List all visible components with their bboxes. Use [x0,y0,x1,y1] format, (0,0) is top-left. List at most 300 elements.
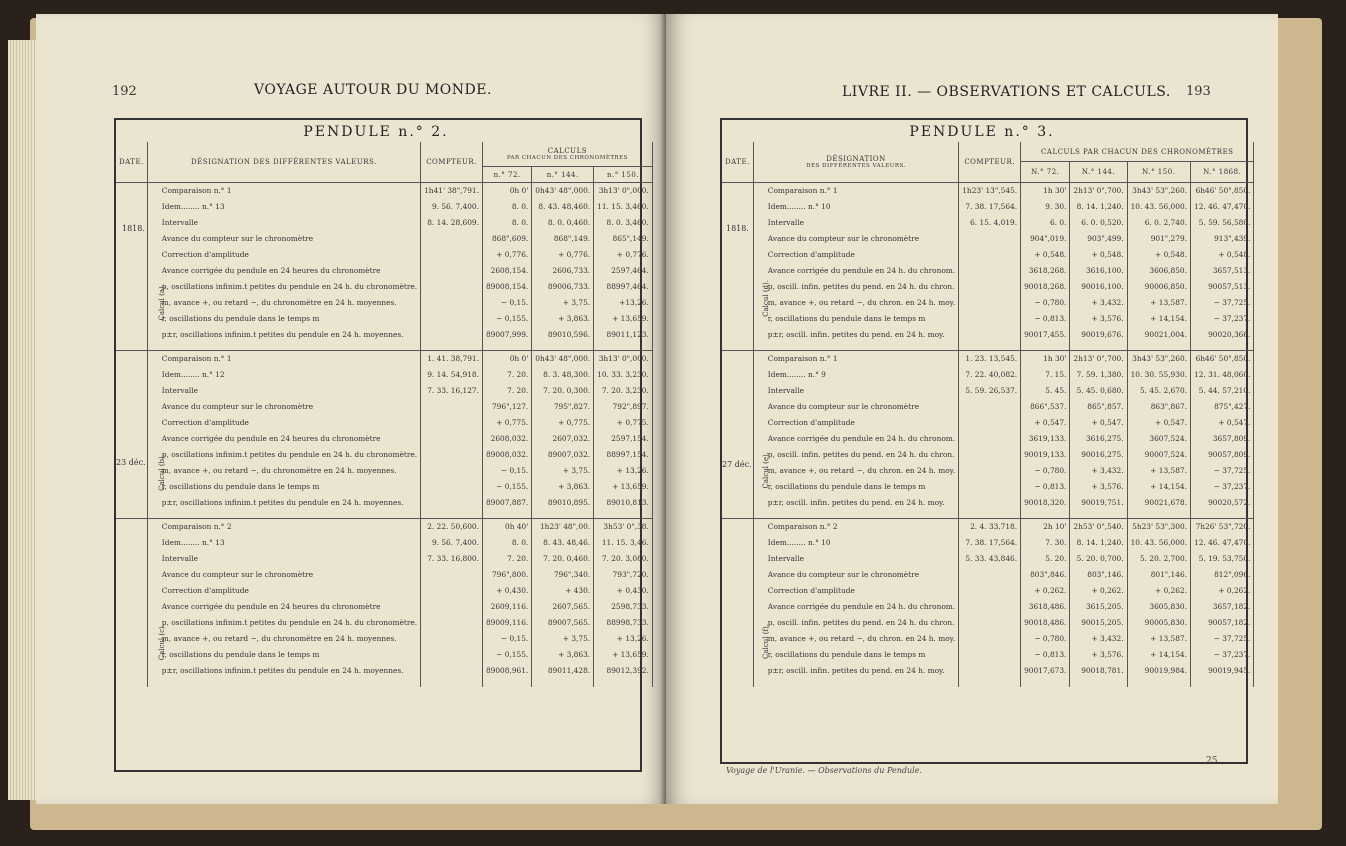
spacer-cell [116,343,147,351]
compteur-cell: 5. 59. 26,537. [959,383,1021,399]
signature-mark: 25 [1206,756,1218,766]
compteur-cell [421,231,483,247]
chrono-72-header: N.° 72. [1021,162,1070,183]
chrono-value-cell: 90016,100. [1070,279,1127,295]
date-cell [722,327,753,343]
table-row [722,311,1254,327]
chrono-value-cell: 793",720. [594,567,653,583]
designation-cell: Intervalle [147,215,420,231]
page-edges [8,40,36,800]
date-cell [722,295,753,311]
table-row [116,327,652,343]
chrono-value-cell: + 0,547. [1127,415,1190,431]
chrono-value-cell: 2597,464. [594,263,653,279]
date-cell [116,567,147,583]
chrono-value-cell: 89006,733. [532,279,594,295]
compteur-cell [421,631,483,647]
chrono-value-cell: 863",867. [1127,399,1190,415]
chrono-value-cell: 5h23' 53",300. [1127,519,1190,535]
compteur-cell: 1. 23. 13,545. [959,351,1021,367]
chrono-value-cell: + 3,576. [1070,311,1127,327]
table-row [116,479,652,495]
spacer-cell [147,343,420,351]
compteur-cell [959,583,1021,599]
date-cell [722,479,753,495]
chrono-value-cell: 8. 0. [482,199,531,215]
chrono-value-cell: 89009,116. [482,615,531,631]
date-cell [722,311,753,327]
chrono-value-cell: + 0,548. [1127,247,1190,263]
date-cell [116,295,147,311]
designation-cell: Avance du compteur sur le chronomètre [753,231,958,247]
compteur-cell [421,647,483,663]
designation-subtitle: DES DIFFÉRENTES VALEURS. [806,163,906,169]
chrono-value-cell: + 0,775. [532,415,594,431]
compteur-cell [421,567,483,583]
table-row [116,431,652,447]
chrono-value-cell: 90018,268. [1021,279,1070,295]
date-cell [722,631,753,647]
chrono-value-cell: 89011,123. [594,327,653,343]
chrono-value-cell: 3616,275. [1070,431,1127,447]
chrono-value-cell: − 0,780. [1021,295,1070,311]
chrono-value-cell: − 37,725. [1191,631,1254,647]
chrono-value-cell: 0h 0' [482,351,531,367]
spacer-cell [421,679,483,687]
spacer-cell [1127,679,1190,687]
chrono-value-cell: 1h 30' [1021,351,1070,367]
chrono-value-cell: 801",146. [1127,567,1190,583]
chrono-value-cell: 3657,809. [1191,431,1254,447]
table-row [722,431,1254,447]
group-spacer [722,679,1254,687]
date-cell [116,495,147,511]
spacer-cell [532,679,594,687]
chrono-value-cell: + 0,262. [1070,583,1127,599]
table-row [116,663,652,679]
chrono-value-cell: + 3,432. [1070,631,1127,647]
designation-cell: Avance corrigée du pendule en 24 heures du chronomètre [147,599,420,615]
table-row [116,535,652,551]
compteur-cell [959,399,1021,415]
date-cell [116,415,147,431]
compteur-cell [421,583,483,599]
table-row [722,215,1254,231]
date-cell [116,583,147,599]
chrono-value-cell: 90057,513. [1191,279,1254,295]
group-spacer [116,679,652,687]
chrono-value-cell: 812",096. [1191,567,1254,583]
chrono-value-cell: 3h43' 53",260. [1127,351,1190,367]
table-row [722,631,1254,647]
chrono-value-cell: 796",127. [482,399,531,415]
date-cell [722,351,753,367]
table-row [116,631,652,647]
chrono-value-cell: 0h 40' [482,519,531,535]
chrono-value-cell: + 13,587. [1127,631,1190,647]
chrono-value-cell: 7. 15. [1021,367,1070,383]
chrono-value-cell: 7. 30. [1021,535,1070,551]
chrono-value-cell: +13,26. [594,295,653,311]
designation-cell: Idem........ n.° 13 [147,199,420,215]
designation-cell: p±r, oscillations infinim.t petites du pendule en 24 h. moyennes. [147,663,420,679]
chrono-value-cell: + 0,776. [482,247,531,263]
designation-cell: p, oscill. infin. petites du pend. en 24 h. du chron. [753,279,958,295]
table-row [116,383,652,399]
chrono-value-cell: + 0,430. [482,583,531,599]
chrono-value-cell: 2598,733. [594,599,653,615]
table-row [116,615,652,631]
chrono-value-cell: 7. 20. 3,230. [594,383,653,399]
compteur-cell [421,311,483,327]
designation-header [753,142,958,183]
chrono-value-cell: − 0,813. [1021,479,1070,495]
date-cell [116,279,147,295]
chrono-value-cell: 89007,565. [532,615,594,631]
table-row [722,295,1254,311]
calculs-title: CALCULS [547,147,588,156]
right-calc-label-e: Calcul (e). [762,452,770,489]
spacer-cell [959,343,1021,351]
table-row [116,351,652,367]
chrono-value-cell: 904",019. [1021,231,1070,247]
chrono-value-cell: + 0,776. [532,247,594,263]
chrono-value-cell: 2h13' 0",700. [1070,351,1127,367]
table-row [722,351,1254,367]
date-cell [722,199,753,215]
spacer-cell [1070,343,1127,351]
chrono-value-cell: 90020,366. [1191,327,1254,343]
right-data-table [722,142,1254,687]
compteur-cell [959,463,1021,479]
chrono-1868-header: N.° 1868. [1191,162,1254,183]
spacer-cell [482,679,531,687]
spacer-cell [1191,511,1254,519]
designation-cell: Correction d'amplitude [753,247,958,263]
chrono-value-cell: 3619,133. [1021,431,1070,447]
chrono-value-cell: 90019,945. [1191,663,1254,679]
compteur-cell [959,663,1021,679]
table-row [722,599,1254,615]
designation-cell: p, oscill. infin. petites du pend. en 24 h. du chron. [753,447,958,463]
chrono-value-cell: 2607,032. [532,431,594,447]
left-data-table [116,142,653,687]
date-cell [116,535,147,551]
compteur-cell [959,327,1021,343]
designation-cell: Idem........ n.° 13 [147,535,420,551]
designation-header: DÉSIGNATION DES DIFFÉRENTES VALEURS. [147,142,420,183]
compteur-cell [959,247,1021,263]
left-page-number: 192 [112,84,137,99]
chrono-value-cell: 90019,984. [1127,663,1190,679]
chrono-value-cell: 89008,032. [482,447,531,463]
chrono-value-cell: − 0,780. [1021,631,1070,647]
date-cell [116,327,147,343]
compteur-cell [421,431,483,447]
chrono-value-cell: 5. 20. 2,700. [1127,551,1190,567]
chrono-value-cell: − 0,15. [482,631,531,647]
compteur-cell [959,647,1021,663]
chrono-value-cell: 866",537. [1021,399,1070,415]
chrono-value-cell: − 0,155. [482,311,531,327]
spacer-cell [722,511,753,519]
table-row [116,583,652,599]
chrono-value-cell: 10. 43. 56,000. [1127,199,1190,215]
chrono-72-header: n.° 72. [482,167,531,183]
chrono-value-cell: 3h13' 0",000. [594,351,653,367]
designation-cell: r, oscillations du pendule dans le temps m [147,647,420,663]
spacer-cell [421,511,483,519]
right-calc-label-d: Calcul (d). [762,280,770,317]
designation-cell: m, avance +, ou retard −, du chronomètre en 24 h. moyennes. [147,295,420,311]
date-cell [722,599,753,615]
chrono-value-cell: 2609,116. [482,599,531,615]
date-cell [116,631,147,647]
table-row [722,495,1254,511]
chrono-value-cell: 3h53' 0",38. [594,519,653,535]
compteur-cell [959,599,1021,615]
table-row [722,399,1254,415]
compteur-cell: 1. 41. 38,791. [421,351,483,367]
table-row [116,247,652,263]
designation-cell: Avance corrigée du pendule en 24 h. du chronom. [753,599,958,615]
designation-cell: p, oscillations infinim.t petites du pendule en 24 h. du chronomètre. [147,279,420,295]
chrono-144-header: N.° 144. [1070,162,1127,183]
chrono-value-cell: + 0,548. [1021,247,1070,263]
designation-cell: Intervalle [753,383,958,399]
table-row [722,663,1254,679]
calculs-header [482,142,652,167]
designation-cell: Correction d'amplitude [147,415,420,431]
compteur-cell: 8. 14. 28,609. [421,215,483,231]
table-row [722,367,1254,383]
compteur-cell [959,479,1021,495]
left-calc-label-a: Calcul (a). [158,284,166,321]
designation-cell: Intervalle [147,383,420,399]
designation-cell: Comparaison n.° 2 [147,519,420,535]
chrono-value-cell: + 13,659. [594,311,653,327]
chrono-value-cell: 89008,961. [482,663,531,679]
table-row [722,479,1254,495]
chrono-value-cell: 3618,486. [1021,599,1070,615]
chrono-value-cell: 2h53' 0",540. [1070,519,1127,535]
spacer-cell [753,343,958,351]
chrono-value-cell: + 3,75. [532,295,594,311]
date-cell [116,519,147,535]
date-cell [116,615,147,631]
chrono-value-cell: 3657,513. [1191,263,1254,279]
chrono-value-cell: 10. 33. 3,230. [594,367,653,383]
right-year: 1818. [726,224,749,233]
table-row [116,215,652,231]
chrono-value-cell: + 0,775. [594,415,653,431]
chrono-value-cell: 3h43' 53",260. [1127,183,1190,199]
table-row [722,535,1254,551]
designation-cell: Comparaison n.° 2 [753,519,958,535]
chrono-value-cell: + 0,547. [1070,415,1127,431]
designation-cell: Avance corrigée du pendule en 24 heures du chronomètre [147,431,420,447]
chrono-value-cell: − 0,813. [1021,647,1070,663]
chrono-value-cell: 0h43' 48",000. [532,351,594,367]
chrono-value-cell: 5. 59. 56,580. [1191,215,1254,231]
footer-caption: Voyage de l'Uranie. — Observations du Pendule. [726,766,922,775]
compteur-cell [959,231,1021,247]
compteur-cell [421,279,483,295]
date-cell [722,183,753,199]
compteur-cell [959,495,1021,511]
chrono-value-cell: + 3,75. [532,463,594,479]
date-cell [116,599,147,615]
chrono-value-cell: 11. 15. 3,46. [594,535,653,551]
spacer-cell [594,343,653,351]
compteur-cell [421,295,483,311]
chrono-value-cell: + 14,154. [1127,647,1190,663]
date-cell [722,463,753,479]
chrono-value-cell: 913",439. [1191,231,1254,247]
chrono-value-cell: 795",827. [532,399,594,415]
chrono-value-cell: + 0,548. [1070,247,1127,263]
designation-cell: Correction d'amplitude [147,583,420,599]
chrono-value-cell: 875",427. [1191,399,1254,415]
date-cell [116,479,147,495]
chrono-150-header: n.° 150. [594,167,653,183]
chrono-value-cell: 2h 10' [1021,519,1070,535]
date-cell [116,215,147,231]
chrono-value-cell: 8. 3. 48,300. [532,367,594,383]
chrono-value-cell: + 13,587. [1127,295,1190,311]
chrono-value-cell: 7. 59. 1,380. [1070,367,1127,383]
chrono-value-cell: 5. 19. 53,750. [1191,551,1254,567]
chrono-value-cell: 90018,781. [1070,663,1127,679]
compteur-cell [421,495,483,511]
chrono-value-cell: 792",897. [594,399,653,415]
table-row [116,183,652,199]
chrono-value-cell: + 0,430. [594,583,653,599]
chrono-value-cell: 5. 20. [1021,551,1070,567]
table-row [722,383,1254,399]
chrono-value-cell: 7. 20. [482,551,531,567]
date-cell [116,367,147,383]
table-row [722,199,1254,215]
designation-cell: m, avance +, ou retard −, du chronomètre en 24 h. moyennes. [147,463,420,479]
table-row [116,495,652,511]
designation-cell: m, avance +, ou retard −, du chron. en 24 h. moy. [753,631,958,647]
chrono-value-cell: + 0,776. [594,247,653,263]
compteur-cell [421,263,483,279]
compteur-cell [421,399,483,415]
compteur-cell [421,479,483,495]
compteur-cell: 5. 33. 43,846. [959,551,1021,567]
chrono-value-cell: 10. 30. 55,930. [1127,367,1190,383]
date-cell [116,447,147,463]
chrono-value-cell: 90007,524. [1127,447,1190,463]
chrono-value-cell: 5. 45. 0,680. [1070,383,1127,399]
chrono-value-cell: − 0,780. [1021,463,1070,479]
compteur-cell [959,567,1021,583]
date-cell [722,647,753,663]
left-year: 1818. [122,224,145,233]
chrono-value-cell: 88998,733. [594,615,653,631]
chrono-value-cell: 903",499. [1070,231,1127,247]
date-cell [722,431,753,447]
chrono-value-cell: 90016,275. [1070,447,1127,463]
designation-cell: Correction d'amplitude [147,247,420,263]
chrono-value-cell: 5. 45. 2,670. [1127,383,1190,399]
date-cell [116,551,147,567]
right-running-head: LIVRE II. — OBSERVATIONS ET CALCULS. [842,84,1171,100]
chrono-value-cell: 7. 20. [482,367,531,383]
table-row [116,447,652,463]
chrono-value-cell: 8. 0. 0,460. [532,215,594,231]
spacer-cell [594,511,653,519]
designation-cell: Avance du compteur sur le chronomètre [147,567,420,583]
compteur-cell: 7. 33. 16,127. [421,383,483,399]
designation-cell: Avance corrigée du pendule en 24 heures du chronomètre [147,263,420,279]
chrono-value-cell: + 0,548. [1191,247,1254,263]
chrono-value-cell: 2606,733. [532,263,594,279]
chrono-value-cell: + 3,576. [1070,479,1127,495]
spacer-cell [421,343,483,351]
date-cell [722,567,753,583]
designation-cell: Comparaison n.° 1 [147,183,420,199]
chrono-value-cell: 90017,673. [1021,663,1070,679]
chrono-value-cell: 90018,320. [1021,495,1070,511]
table-row [116,567,652,583]
chrono-value-cell: 7. 20. 0,460. [532,551,594,567]
chrono-value-cell: − 37,237. [1191,479,1254,495]
date-cell [116,199,147,215]
chrono-value-cell: 8. 0. 3,460. [594,215,653,231]
compteur-header: COMPTEUR. [421,142,483,183]
designation-cell: p, oscill. infin. petites du pend. en 24 h. du chron. [753,615,958,631]
chrono-value-cell: 2h13' 0",700. [1070,183,1127,199]
spacer-cell [1070,679,1127,687]
date-cell [116,383,147,399]
chrono-value-cell: 89011,428. [532,663,594,679]
chrono-value-cell: 8. 14. 1,240. [1070,199,1127,215]
table-row [722,519,1254,535]
left-calc-label-b: Calcul (b). [158,454,166,491]
chrono-value-cell: 796",340. [532,567,594,583]
chrono-value-cell: 11. 15. 3,460. [594,199,653,215]
chrono-value-cell: + 3,863. [532,311,594,327]
date-cell [116,311,147,327]
chrono-value-cell: 3616,100. [1070,263,1127,279]
date-cell [722,399,753,415]
chrono-value-cell: 5. 44. 57,210. [1191,383,1254,399]
chrono-value-cell: + 3,432. [1070,295,1127,311]
date-cell [116,431,147,447]
compteur-cell: 7. 38. 17,564. [959,199,1021,215]
date-cell [116,399,147,415]
compteur-cell [421,663,483,679]
chrono-value-cell: 89007,032. [532,447,594,463]
compteur-cell [959,447,1021,463]
spacer-cell [1191,679,1254,687]
compteur-header: COMPTEUR. [959,142,1021,183]
right-date: 27 déc. [722,460,752,469]
compteur-cell [959,263,1021,279]
chrono-value-cell: + 3,863. [532,479,594,495]
chrono-value-cell: 2608,032. [482,431,531,447]
compteur-cell: 2. 4. 33,718. [959,519,1021,535]
designation-cell: p±r, oscill. infin. petites du pend. en 24 h. moy. [753,495,958,511]
designation-cell: Intervalle [147,551,420,567]
date-cell [722,663,753,679]
designation-cell: Comparaison n.° 1 [147,351,420,367]
chrono-value-cell: − 37,725. [1191,295,1254,311]
chrono-value-cell: 8. 43. 48,46. [532,535,594,551]
